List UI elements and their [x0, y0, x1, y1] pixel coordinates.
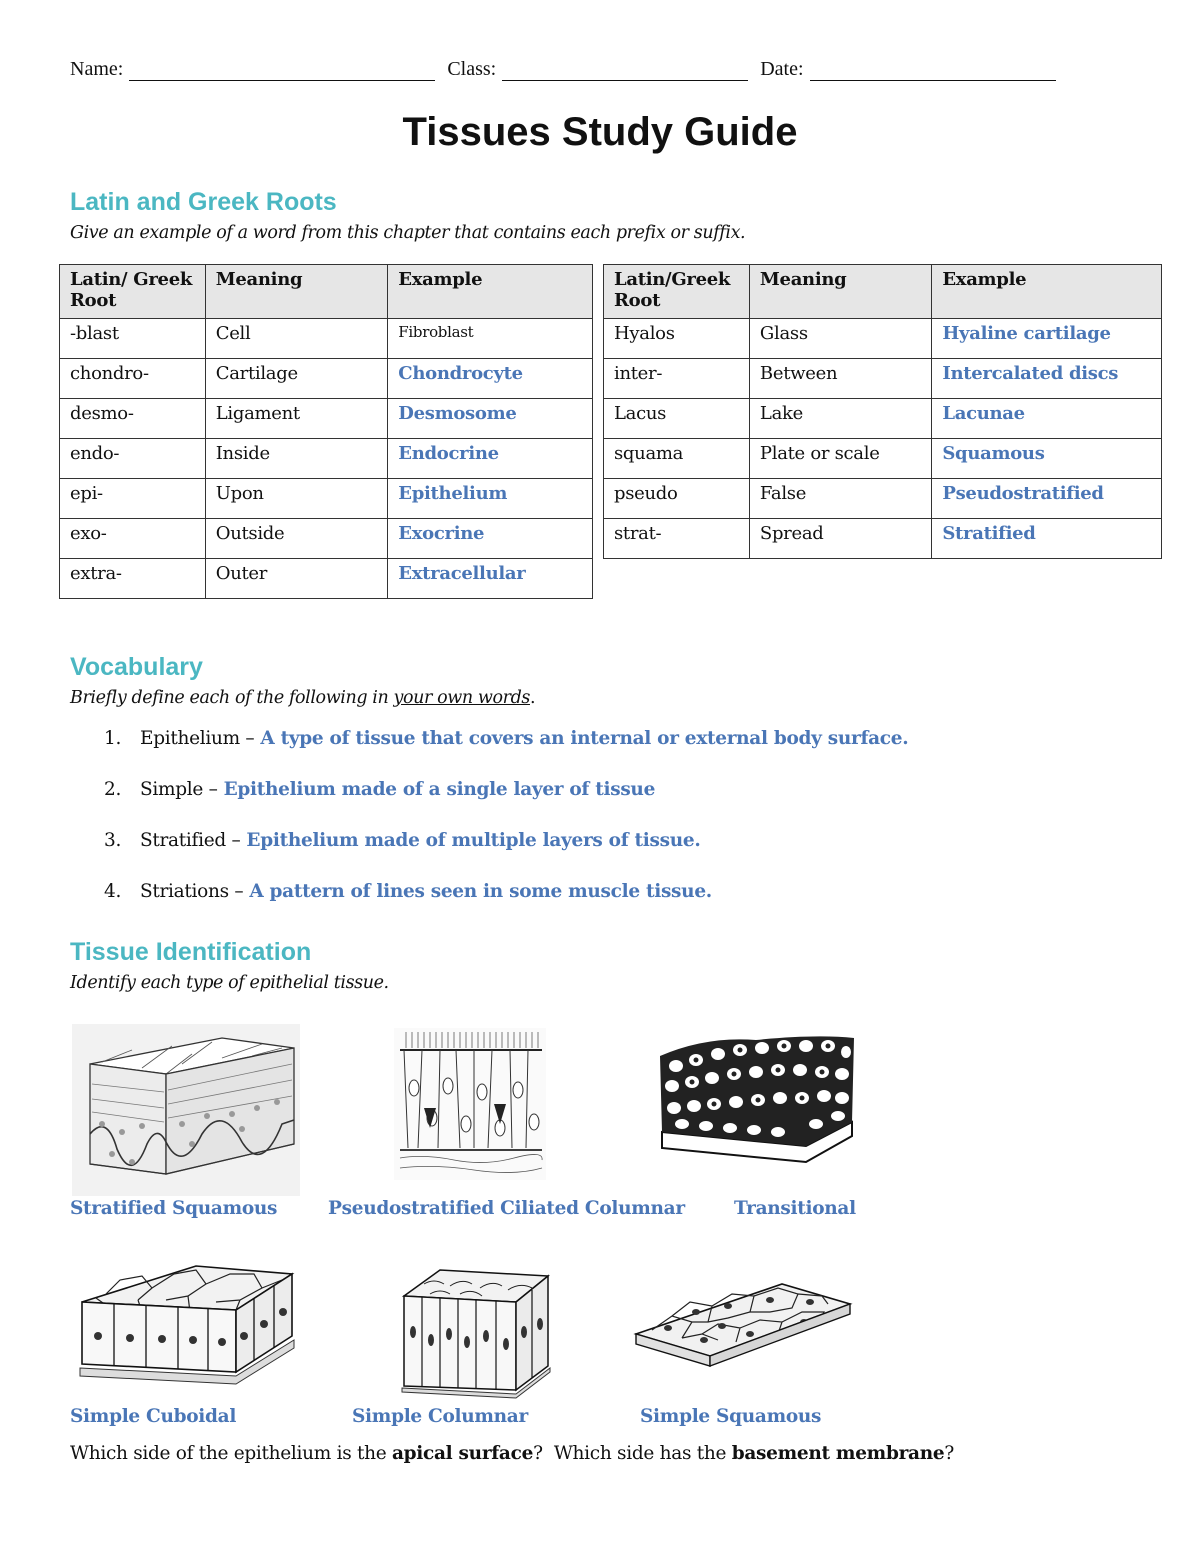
caption-simple-columnar: Simple Columnar: [352, 1406, 528, 1427]
name-label: Name:: [70, 58, 124, 80]
student-info-line: [70, 58, 1068, 81]
example-cell: Extracellular: [388, 559, 593, 599]
left-roots-table: [59, 264, 593, 599]
item-number: 3.: [104, 830, 122, 851]
vocab-heading: Vocabulary: [70, 653, 203, 681]
root-cell: pseudo: [604, 479, 750, 519]
caption-stratified-squamous: Stratified Squamous: [70, 1198, 278, 1219]
root-cell: strat-: [604, 519, 750, 559]
instruction-period: .: [529, 688, 536, 708]
class-label: Class:: [447, 58, 497, 80]
root-cell: extra-: [60, 559, 206, 599]
meaning-cell: Lake: [749, 399, 931, 439]
page-title: Tissues Study Guide: [402, 110, 798, 154]
date-label: Date:: [760, 58, 804, 80]
question-text: [70, 1443, 954, 1464]
example-cell: Chondrocyte: [388, 359, 593, 399]
item-number: 1.: [104, 728, 122, 749]
item-number: 2.: [104, 779, 122, 800]
vocab-term: Simple –: [140, 779, 218, 800]
meaning-cell: Glass: [749, 319, 931, 359]
table-row: [604, 439, 1162, 479]
meaning-cell: Upon: [205, 479, 388, 519]
question-part3: ?: [944, 1443, 954, 1464]
root-cell: chondro-: [60, 359, 206, 399]
pseudostratified-columnar-illustration: [394, 1028, 546, 1180]
caption-simple-squamous: Simple Squamous: [640, 1406, 822, 1427]
table-row: [604, 479, 1162, 519]
meaning-cell: Outside: [205, 519, 388, 559]
table-row: [60, 559, 593, 599]
column-header: Example: [388, 265, 593, 319]
question-bold-basement: basement membrane: [731, 1443, 945, 1464]
root-cell: Lacus: [604, 399, 750, 439]
table-header-row: [604, 265, 1162, 319]
table-row: [604, 319, 1162, 359]
example-cell: Hyaline cartilage: [932, 319, 1162, 359]
question-bold-apical: apical surface: [391, 1443, 534, 1464]
example-cell: Lacunae: [932, 399, 1162, 439]
meaning-cell: False: [749, 479, 931, 519]
meaning-cell: Plate or scale: [749, 439, 931, 479]
question-part1: Which side of the epithelium is the: [70, 1443, 392, 1464]
caption-transitional: Transitional: [734, 1198, 856, 1219]
question-part2: ? Which side has the: [533, 1443, 732, 1464]
vocab-answer: Epithelium made of multiple layers of tissue.: [246, 830, 701, 851]
meaning-cell: Spread: [749, 519, 931, 559]
item-number: 4.: [104, 881, 122, 902]
vocab-term: Striations –: [140, 881, 244, 902]
tissue-instruction: Identify each type of epithelial tissue.: [70, 973, 389, 993]
root-cell: squama: [604, 439, 750, 479]
example-cell: Exocrine: [388, 519, 593, 559]
root-cell: -blast: [60, 319, 206, 359]
example-cell: Desmosome: [388, 399, 593, 439]
class-field[interactable]: [502, 60, 748, 81]
example-cell: Pseudostratified: [932, 479, 1162, 519]
vocab-term: Stratified –: [140, 830, 241, 851]
transitional-illustration: [656, 1026, 856, 1166]
example-cell: Stratified: [932, 519, 1162, 559]
table-row: [604, 519, 1162, 559]
column-header: Example: [932, 265, 1162, 319]
table-row: [60, 319, 593, 359]
list-item: [70, 881, 908, 932]
list-item: [70, 779, 908, 830]
roots-instruction: Give an example of a word from this chapter that contains each prefix or suffix.: [70, 223, 746, 243]
right-roots-table: [603, 264, 1162, 559]
instruction-text: Briefly define each of the following in: [70, 688, 394, 708]
name-field[interactable]: [129, 60, 435, 81]
vocab-answer: Epithelium made of a single layer of tissue: [223, 779, 656, 800]
table-header-row: [60, 265, 593, 319]
table-row: [60, 439, 593, 479]
root-cell: desmo-: [60, 399, 206, 439]
date-field[interactable]: [810, 60, 1056, 81]
root-cell: exo-: [60, 519, 206, 559]
caption-pseudostratified: Pseudostratified Ciliated Columnar: [328, 1198, 685, 1219]
column-header: Meaning: [205, 265, 388, 319]
table-row: [60, 479, 593, 519]
root-cell: Hyalos: [604, 319, 750, 359]
root-cell: epi-: [60, 479, 206, 519]
example-cell: Squamous: [932, 439, 1162, 479]
column-header: Meaning: [749, 265, 931, 319]
root-cell: inter-: [604, 359, 750, 399]
vocab-answer: A type of tissue that covers an internal or external body surface.: [260, 728, 909, 749]
vocab-answer: A pattern of lines seen in some muscle tissue.: [249, 881, 712, 902]
example-cell: Intercalated discs: [932, 359, 1162, 399]
list-item: [70, 728, 908, 779]
column-header: Latin/ Greek Root: [60, 265, 206, 319]
meaning-cell: Between: [749, 359, 931, 399]
instruction-underlined: your own words: [393, 688, 530, 708]
stratified-squamous-illustration: [72, 1024, 300, 1196]
simple-squamous-illustration: [632, 1278, 854, 1378]
simple-columnar-illustration: [400, 1262, 552, 1402]
meaning-cell: Ligament: [205, 399, 388, 439]
meaning-cell: Cartilage: [205, 359, 388, 399]
table-row: [604, 399, 1162, 439]
tissue-heading: Tissue Identification: [70, 938, 312, 966]
vocab-term: Epithelium –: [140, 728, 255, 749]
list-item: [70, 830, 908, 881]
example-cell: Epithelium: [388, 479, 593, 519]
meaning-cell: Inside: [205, 439, 388, 479]
meaning-cell: Cell: [205, 319, 388, 359]
simple-cuboidal-illustration: [76, 1252, 296, 1392]
vocab-instruction: [70, 688, 535, 708]
meaning-cell: Outer: [205, 559, 388, 599]
table-row: [60, 519, 593, 559]
root-cell: endo-: [60, 439, 206, 479]
table-row: [60, 359, 593, 399]
roots-heading: Latin and Greek Roots: [70, 188, 337, 216]
example-cell: Endocrine: [388, 439, 593, 479]
column-header: Latin/Greek Root: [604, 265, 750, 319]
caption-simple-cuboidal: Simple Cuboidal: [70, 1406, 237, 1427]
table-row: [604, 359, 1162, 399]
example-cell: Fibroblast: [388, 319, 593, 359]
table-row: [60, 399, 593, 439]
vocab-list: [70, 728, 908, 932]
